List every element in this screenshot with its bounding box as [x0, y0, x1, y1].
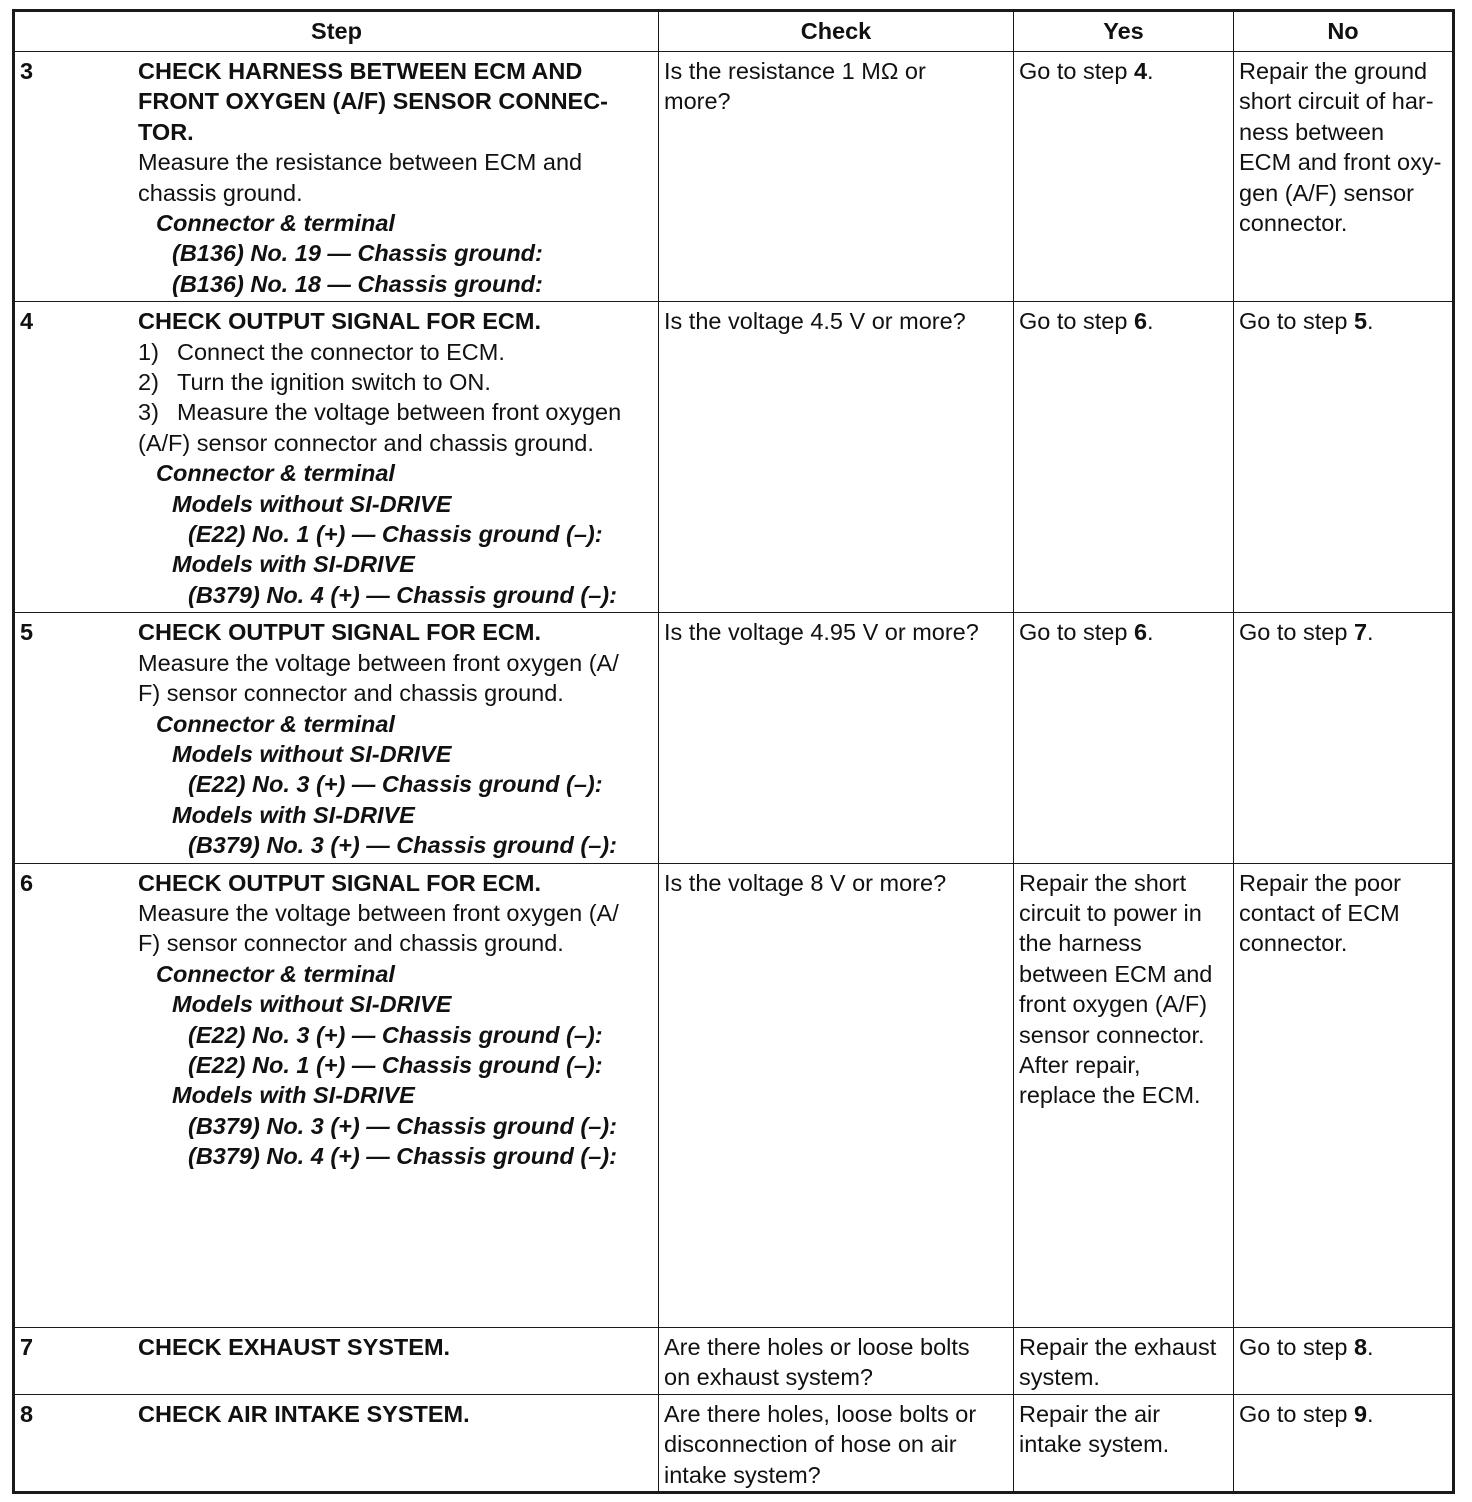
yes-text-line: replace the ECM. — [1019, 1082, 1201, 1109]
connector-label: Connector & terminal — [156, 710, 395, 737]
header-row — [14, 11, 1454, 52]
yes-text-line: Repair the short — [1019, 869, 1187, 896]
model-label: Models with SI-DRIVE — [172, 551, 415, 578]
table-row-step-6 — [14, 863, 1454, 1327]
terminal-line: (B379) No. 3 (+) — Chassis ground (–): — [188, 1112, 617, 1139]
check-text-line: Are there holes or loose bolts — [664, 1333, 970, 1360]
procedure-continuation: (A/F) sensor connector and chassis ground. — [138, 429, 594, 456]
no-text-line: ECM and front oxy- — [1239, 149, 1442, 176]
check-text-line: on exhaust system? — [664, 1364, 873, 1391]
procedure-item: 3) Measure the voltage between front oxygen — [138, 399, 622, 426]
check-text-line: more? — [664, 88, 731, 115]
no-cell — [1234, 863, 1454, 1327]
no-text: Go to step 5. — [1239, 308, 1374, 335]
diagnostic-table — [12, 9, 1455, 1494]
check-cell — [659, 863, 1014, 1327]
model-label: Models without SI-DRIVE — [172, 991, 452, 1018]
goto-step-number: 8 — [1353, 1333, 1368, 1360]
goto-step-number: 6 — [1133, 619, 1148, 646]
yes-text-line: front oxygen (A/F) — [1019, 991, 1208, 1018]
terminal-line: (B379) No. 4 (+) — Chassis ground (–): — [188, 1143, 617, 1170]
goto-step-number: 9 — [1353, 1400, 1368, 1427]
step-description-line: chassis ground. — [138, 179, 303, 206]
terminal-line: (B379) No. 4 (+) — Chassis ground (–): — [188, 581, 617, 608]
header-no: No — [1234, 11, 1454, 52]
step-title-line: CHECK OUTPUT SIGNAL FOR ECM. — [138, 869, 541, 896]
model-label: Models with SI-DRIVE — [172, 801, 415, 828]
model-label: Models without SI-DRIVE — [172, 490, 452, 517]
check-text-line: Are there holes, loose bolts or — [664, 1400, 977, 1427]
step-number: 3 — [20, 58, 34, 84]
step-description-line: F) sensor connector and chassis ground. — [138, 680, 564, 707]
step-number: 7 — [20, 1333, 34, 1360]
yes-text-line: circuit to power in — [1019, 899, 1202, 926]
goto-step-number: 6 — [1133, 308, 1148, 335]
yes-cell — [1014, 1327, 1234, 1394]
no-cell — [1234, 1394, 1454, 1492]
no-text-line: gen (A/F) sensor — [1239, 179, 1415, 206]
no-cell — [1234, 302, 1454, 613]
yes-text-line: the harness — [1019, 930, 1142, 957]
yes-text-line: between ECM and — [1019, 960, 1213, 987]
no-text-line: connector. — [1239, 930, 1348, 957]
step-cell — [14, 302, 659, 613]
no-text-line: Repair the poor — [1239, 869, 1401, 896]
check-text-line: Is the voltage 4.95 V or more? — [664, 619, 979, 646]
yes-text-line: intake system. — [1019, 1431, 1170, 1458]
yes-text-line: system. — [1019, 1364, 1100, 1391]
procedure-item: 2) Turn the ignition switch to ON. — [138, 368, 491, 395]
goto-step-number: 4 — [1133, 58, 1148, 84]
yes-cell — [1014, 1394, 1234, 1492]
step-title-line: CHECK HARNESS BETWEEN ECM AND — [138, 58, 583, 84]
check-text-line: intake system? — [664, 1461, 821, 1488]
yes-text: Go to step 6. — [1019, 308, 1154, 335]
step-title-line: TOR. — [138, 118, 194, 145]
goto-step-number: 5 — [1353, 308, 1368, 335]
table-row-step-8 — [14, 1394, 1454, 1492]
terminal-line: (B136) No. 18 — Chassis ground: — [172, 270, 543, 297]
step-cell — [14, 52, 659, 302]
step-description-line: F) sensor connector and chassis ground. — [138, 930, 564, 957]
connector-label: Connector & terminal — [156, 960, 395, 987]
terminal-line: (B379) No. 3 (+) — Chassis ground (–): — [188, 832, 617, 859]
no-text: Go to step 9. — [1239, 1400, 1374, 1427]
check-cell — [659, 613, 1014, 863]
model-label: Models without SI-DRIVE — [172, 741, 452, 767]
check-text-line: Is the resistance 1 MΩ or — [664, 58, 926, 84]
terminal-line: (E22) No. 3 (+) — Chassis ground (–): — [188, 771, 603, 798]
connector-label: Connector & terminal — [156, 460, 395, 487]
no-text: Go to step 7. — [1239, 619, 1374, 646]
step-number: 8 — [20, 1400, 34, 1427]
step-number: 5 — [20, 619, 34, 646]
step-title-line: CHECK OUTPUT SIGNAL FOR ECM. — [138, 619, 541, 646]
no-text-line: Repair the ground — [1239, 58, 1428, 84]
table-row-step-7 — [14, 1327, 1454, 1394]
step-description-line: Measure the voltage between front oxygen (A/ — [138, 649, 619, 676]
yes-cell — [1014, 302, 1234, 613]
terminal-line: (E22) No. 3 (+) — Chassis ground (–): — [188, 1021, 603, 1048]
terminal-line: (B136) No. 19 — Chassis ground: — [172, 240, 543, 267]
check-cell — [659, 52, 1014, 302]
step-cell — [14, 1394, 659, 1492]
table-row-step-3 — [14, 52, 1454, 302]
procedure-item: 1) Connect the connector to ECM. — [138, 338, 505, 365]
model-label: Models with SI-DRIVE — [172, 1082, 415, 1109]
step-title-line: FRONT OXYGEN (A/F) SENSOR CONNEC- — [138, 88, 609, 115]
no-cell — [1234, 52, 1454, 302]
no-text-line: short circuit of har- — [1239, 88, 1434, 115]
yes-text-line: sensor connector. — [1019, 1021, 1205, 1048]
no-text-line: ness between — [1239, 118, 1385, 145]
yes-text: Go to step 6. — [1019, 619, 1154, 646]
step-cell — [14, 1327, 659, 1394]
header-yes: Yes — [1014, 11, 1234, 52]
yes-cell — [1014, 863, 1234, 1327]
check-cell — [659, 1327, 1014, 1394]
step-cell — [14, 613, 659, 863]
header-step: Step — [14, 11, 659, 52]
terminal-line: (E22) No. 1 (+) — Chassis ground (–): — [188, 521, 603, 548]
no-text-line: connector. — [1239, 210, 1348, 237]
yes-cell — [1014, 613, 1234, 863]
yes-cell — [1014, 52, 1234, 302]
no-cell — [1234, 1327, 1454, 1394]
no-text: Go to step 8. — [1239, 1333, 1374, 1360]
check-cell — [659, 302, 1014, 613]
goto-step-number: 7 — [1353, 619, 1368, 646]
check-cell — [659, 1394, 1014, 1492]
step-description-line: Measure the resistance between ECM and — [138, 149, 583, 176]
step-description-line: Measure the voltage between front oxygen (A/ — [138, 899, 619, 926]
step-number: 6 — [20, 869, 34, 896]
check-text-line: Is the voltage 4.5 V or more? — [664, 308, 966, 335]
check-text-line: Is the voltage 8 V or more? — [664, 869, 947, 896]
step-cell — [14, 863, 659, 1327]
no-cell — [1234, 613, 1454, 863]
connector-label: Connector & terminal — [156, 210, 395, 237]
step-number: 4 — [20, 308, 34, 335]
yes-text-line: Repair the air — [1019, 1400, 1161, 1427]
table-row-step-4 — [14, 302, 1454, 613]
no-text-line: contact of ECM — [1239, 899, 1400, 926]
step-title-line: CHECK AIR INTAKE SYSTEM. — [138, 1400, 470, 1427]
check-text-line: disconnection of hose on air — [664, 1431, 957, 1458]
header-check: Check — [659, 11, 1014, 52]
yes-text-line: Repair the exhaust — [1019, 1333, 1217, 1360]
yes-text: Go to step 4. — [1019, 58, 1154, 84]
terminal-line: (E22) No. 1 (+) — Chassis ground (–): — [188, 1051, 603, 1078]
yes-text-line: After repair, — [1019, 1051, 1141, 1078]
step-title-line: CHECK OUTPUT SIGNAL FOR ECM. — [138, 308, 541, 335]
step-title-line: CHECK EXHAUST SYSTEM. — [138, 1333, 451, 1360]
table-row-step-5 — [14, 613, 1454, 863]
